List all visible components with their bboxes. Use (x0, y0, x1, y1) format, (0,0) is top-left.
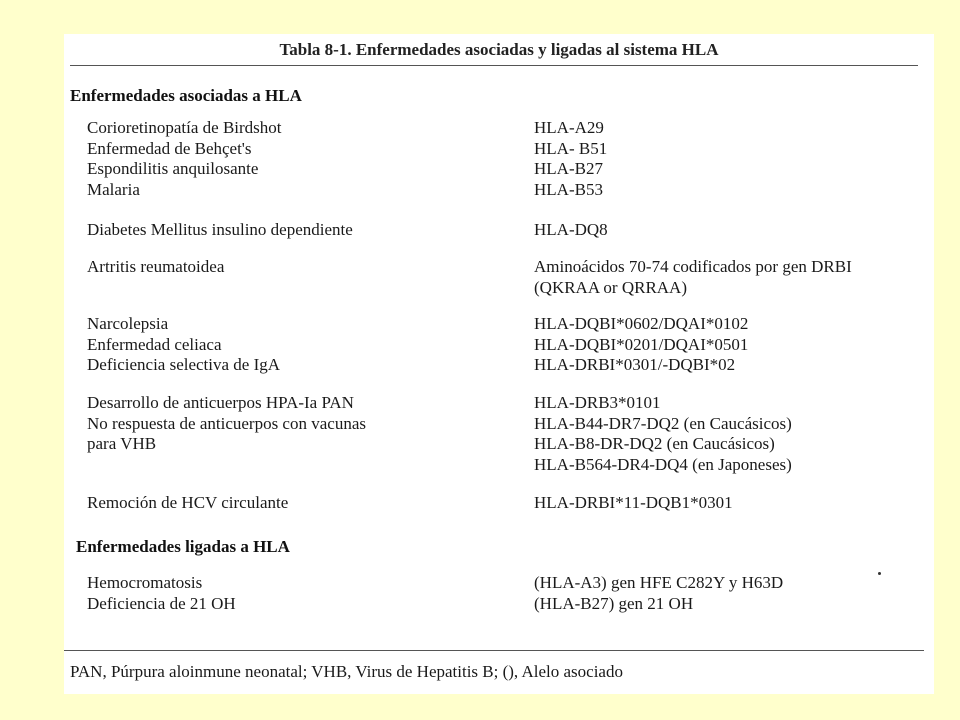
hla-value: HLA-B53 (534, 179, 603, 199)
group-hcv (64, 493, 934, 514)
disease-name: Enfermedad celiaca (87, 334, 222, 354)
table-row (64, 594, 934, 615)
table-row (64, 314, 934, 335)
hla-value: HLA-DRBI*0301/-DQBI*02 (534, 355, 736, 374)
group-linked (64, 573, 934, 614)
disease-name: para VHB (87, 434, 157, 453)
hla-value: HLA- B51 (534, 138, 608, 158)
section-heading-linked: Enfermedades ligadas a HLA (76, 537, 290, 556)
table-row (64, 335, 934, 356)
group-birdshot-to-malaria (64, 118, 934, 200)
table-sheet (64, 34, 934, 694)
section-heading-associated: Enfermedades asociadas a HLA (70, 86, 302, 105)
hla-value: HLA-B564-DR4-DQ4 (en Japoneses) (534, 454, 792, 474)
footnote: PAN, Púrpura aloinmune neonatal; VHB, Virus de Hepatitis B; (), Alelo asociado (70, 662, 623, 681)
table-row (64, 434, 934, 455)
disease-name: No respuesta de anticuerpos con vacunas (87, 413, 366, 433)
top-rule (70, 65, 918, 66)
table-row (64, 393, 934, 414)
table-row (64, 180, 934, 201)
disease-name: Deficiencia selectiva de IgA (87, 355, 281, 374)
table-row (64, 220, 934, 241)
disease-name: Hemocromatosis (87, 573, 203, 592)
hla-value: HLA-B8-DR-DQ2 (en Caucásicos) (534, 434, 775, 453)
hla-value: (HLA-B27) gen 21 OH (534, 593, 694, 613)
disease-name: Deficiencia de 21 OH (87, 593, 236, 613)
table-title: Tabla 8-1. Enfermedades asociadas y ligadas al sistema HLA (279, 40, 719, 59)
table-row (64, 455, 934, 476)
hla-value: (HLA-A3) gen HFE C282Y y H63D (534, 573, 784, 592)
disease-name: Corioretinopatía de Birdshot (87, 118, 282, 137)
table-row (64, 257, 934, 278)
table-row (64, 573, 934, 594)
table-row (64, 414, 934, 435)
hla-value: HLA-B27 (534, 159, 603, 178)
table-row (64, 118, 934, 139)
table-row (64, 355, 934, 376)
stray-dot (878, 572, 881, 575)
disease-name: Remoción de HCV circulante (87, 493, 289, 512)
disease-name: Desarrollo de anticuerpos HPA-Ia PAN (87, 393, 354, 412)
hla-value: Aminoácidos 70-74 codificados por gen DRBI (534, 257, 852, 276)
group-diabetes (64, 220, 934, 241)
disease-name: Malaria (87, 179, 140, 199)
hla-value: HLA-DQ8 (534, 220, 608, 239)
group-anticuerpos (64, 393, 934, 475)
hla-value: (QKRAA or QRRAA) (534, 277, 687, 297)
table-row (64, 493, 934, 514)
group-narcolepsia (64, 314, 934, 376)
hla-value: HLA-DQBI*0201/DQAI*0501 (534, 334, 749, 354)
bottom-rule (64, 650, 924, 651)
hla-value: HLA-B44-DR7-DQ2 (en Caucásicos) (534, 413, 792, 433)
group-artritis (64, 257, 934, 298)
hla-value: HLA-DRB3*0101 (534, 393, 661, 412)
hla-value: HLA-DRBI*11-DQB1*0301 (534, 493, 733, 512)
disease-name: Enfermedad de Behçet's (87, 138, 252, 158)
disease-name: Artritis reumatoidea (87, 257, 225, 276)
hla-value: HLA-DQBI*0602/DQAI*0102 (534, 314, 749, 333)
hla-value: HLA-A29 (534, 118, 604, 137)
table-row (64, 278, 934, 299)
disease-name: Diabetes Mellitus insulino dependiente (87, 220, 353, 239)
disease-name: Espondilitis anquilosante (87, 159, 259, 178)
table-row (64, 159, 934, 180)
table-row (64, 139, 934, 160)
disease-name: Narcolepsia (87, 314, 169, 333)
